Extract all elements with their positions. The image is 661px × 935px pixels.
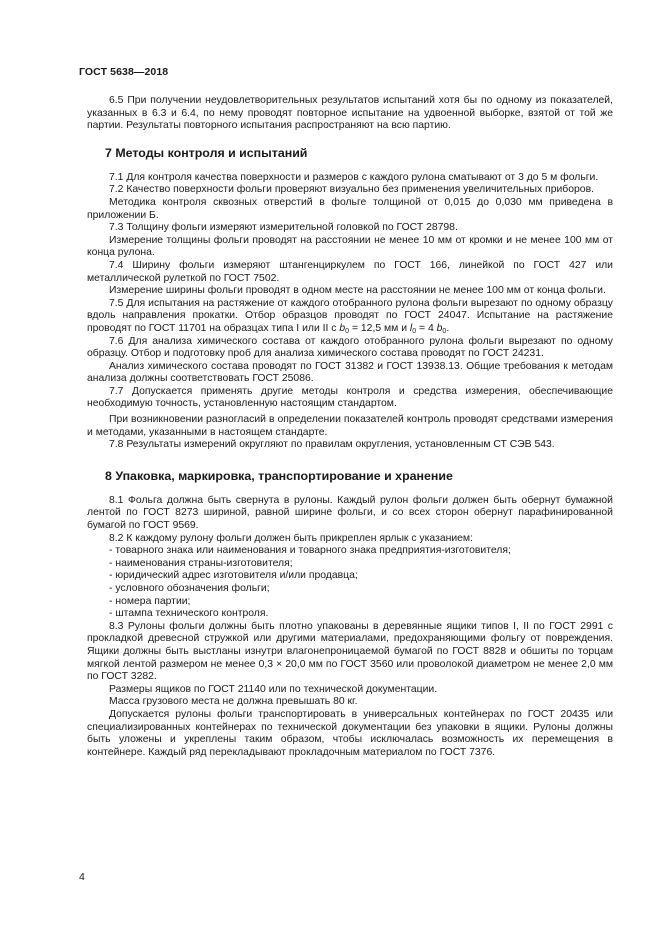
paragraph-7-4b: Измерение ширины фольги проводят в одном месте на расстоянии не менее 100 мм от конца фольги.	[109, 285, 606, 297]
symbol-b: b	[339, 322, 346, 334]
paragraph-7-5	[87, 298, 613, 336]
symbol-b: b	[436, 322, 443, 334]
list-item: - юридический адрес изготовителя и/или продавца;	[109, 570, 358, 582]
list-item: - штампа технического контроля.	[109, 608, 269, 620]
paragraph-7-6: 7.6 Для анализа химического состава от каждого отобранного рулона фольги вырезают по одному образцу. Отбор и подготовку проб для анализа химического состава проводят по ГОСТ 24231.	[87, 335, 613, 360]
document-body	[87, 95, 613, 759]
list-item: - условного обозначения фольги;	[109, 583, 270, 594]
paragraph-7-1: 7.1 Для контроля качества поверхности и размеров с каждого рулона сматывают от 3 до 5 м фольги.	[109, 171, 599, 183]
paragraph-7-8: 7.8 Результаты измерений округляют по правилам округления, установленным СТ СЭВ 543.	[109, 439, 555, 451]
paragraph-7-6b: Анализ химического состава проводят по ГОСТ 31382 и ГОСТ 13938.13. Общие требования к методам анализа должны соответствовать ГОСТ 25086.	[87, 360, 613, 385]
paragraph-8-3b: Размеры ящиков по ГОСТ 21140 или по технической документации.	[109, 683, 438, 695]
page-number: 4	[79, 871, 85, 883]
paragraph-7-7: 7.7 Допускается применять другие методы контроля и средства измерения, обеспечивающие необходимую точность, установленную настоящим стандартом.	[87, 385, 613, 410]
list-item: - номера партии;	[109, 595, 191, 607]
paragraph-7-2: 7.2 Качество поверхности фольги проверяют визуально без применения увеличительных приборов.	[109, 184, 594, 196]
equation-part-2: = 4	[416, 322, 437, 334]
paragraph-7-2b: Методика контроля сквозных отверстий в фольге толщиной от 0,015 до 0,030 мм приведена в приложении Б.	[87, 196, 613, 221]
equation-end: .	[446, 322, 450, 334]
paragraph-8-3d: Допускается рулоны фольги транспортировать в универсальных контейнерах по ГОСТ 20435 или специализированных контейнерах по технической документации без упаковки в ящики. Рулоны должны быть уложены и укреплены таким образом, чтобы исключалась возможность их перемещения в контейнере. Каждый ряд перекладывают прокладочным материалом по ГОСТ 7376.	[87, 708, 613, 758]
paragraph-7-4: 7.4 Ширину фольги измеряют штангенциркулем по ГОСТ 166, линейкой по ГОСТ 427 или металлической рулеткой по ГОСТ 7502.	[87, 259, 613, 284]
paragraph-7-5-text: 7.5 Для испытания на растяжение от каждого отобранного рулона фольги вырезают по одному образцу вдоль направления прокатки. Отбор образцов проводят по ГОСТ 24047. Испытание на растяжение проводят по ГОСТ 11701 на образцах типа I или II с	[87, 297, 613, 334]
list-item: - наименования страны-изготовителя;	[109, 557, 293, 569]
paragraph-8-3c: Масса грузового места не должна превышать 80 кг.	[109, 696, 358, 708]
equation-part-1: = 12,5 мм и	[349, 322, 410, 334]
paragraph-7-3b: Измерение толщины фольги проводят на расстоянии не менее 10 мм от кромки и не менее 100 мм от конца рулона.	[87, 234, 613, 259]
symbol-l: l	[409, 322, 413, 334]
subscript-0: 0	[412, 327, 417, 335]
paragraph-7-3: 7.3 Толщину фольги измеряют измерительной головкой по ГОСТ 28798.	[109, 222, 458, 234]
paragraph-8-1: 8.1 Фольга должна быть свернута в рулоны. Каждый рулон фольги должен быть обернут бумажной лентой по ГОСТ 8273 шириной, равной ширине фольги, и со всех сторон обернут парафинированной бумагой по ГОСТ 9569.	[87, 494, 613, 532]
section-8-heading: 8 Упаковка, маркировка, транспортирование и хранение	[105, 468, 453, 483]
section-7-heading: 7 Методы контроля и испытаний	[105, 145, 308, 160]
paragraph-8-2: 8.2 К каждому рулону фольги должен быть прикреплен ярлык с указанием:	[109, 532, 473, 544]
paragraph-6-5: 6.5 При получении неудовлетворительных результатов испытаний хотя бы по одному из показателей, указанных в 6.3 и 6.4, по нему проводят повторное испытание на удвоенной выборке, взятой от той же партии. Результаты повторного испытания распространяют на всю партию.	[87, 95, 613, 132]
subscript-0: 0	[442, 327, 447, 335]
subscript-0: 0	[345, 327, 350, 335]
paragraph-7-7b: При возникновении разногласий в определении показателей контроль проводят средствами измерения и методами, указанными в настоящем стандарте.	[87, 414, 613, 438]
paragraph-8-3: 8.3 Рулоны фольги должны быть плотно упакованы в деревянные ящики типов I, II по ГОСТ 2991 с прокладкой древесной стружкой или другими материалами, предохраняющими фольгу от повреждения. Ящики должны быть выстланы изнутри влагонепроницаемой бумагой по ГОСТ 8828 и обшиты по торцам мягкой лентой размером не менее 0,3 × 20,0 мм по ГОСТ 3560 или проволокой диаметром не менее 2,0 мм по ГОСТ 3282.	[87, 620, 613, 683]
list-item: - товарного знака или наименования и товарного знака предприятия-изготовителя;	[109, 545, 511, 557]
document-header: ГОСТ 5638—2018	[79, 66, 169, 78]
